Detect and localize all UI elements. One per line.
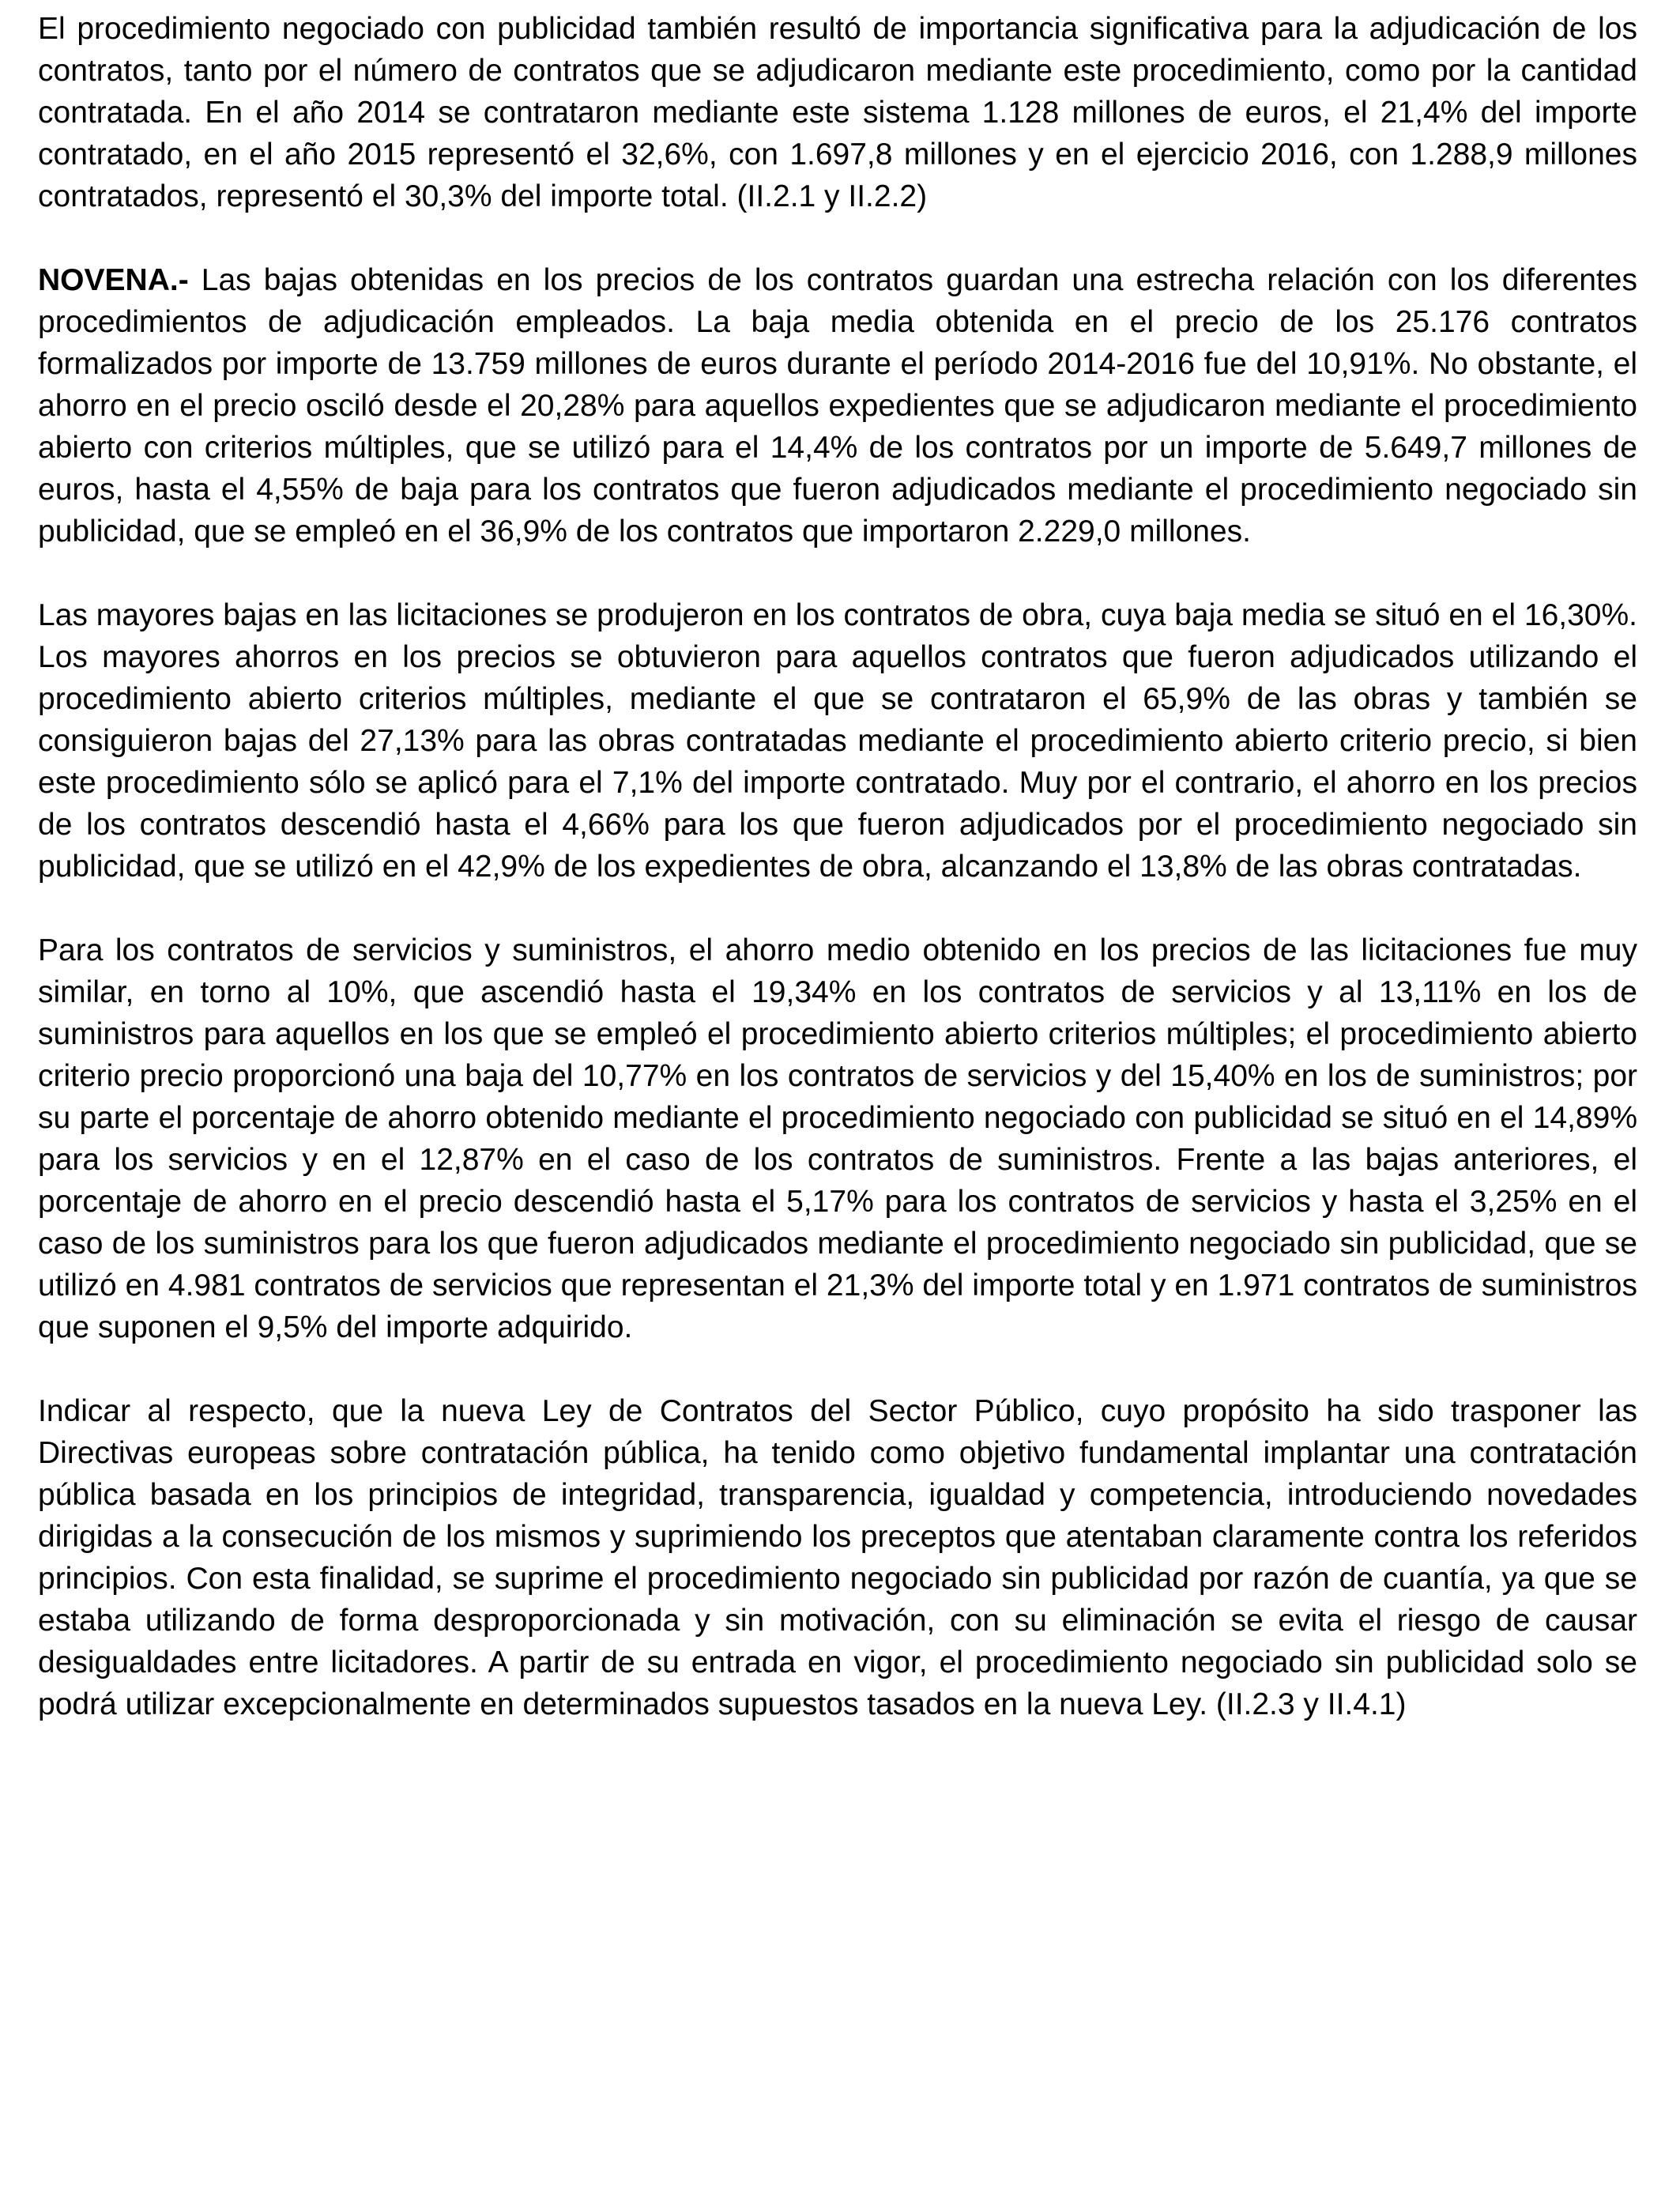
paragraph-text: El procedimiento negociado con publicidad también resultó de importancia significativa para la adjudicación de los contratos, tanto por el número de contratos que se adjudicaron mediante este procedimiento, como por la cantidad contratada. En el año 2014 se contrataron mediante este sistema 1.128 millones de euros, el 21,4% del importe contratado, en el año 2015 representó el 32,6%, con 1.697,8 millones y en el ejercicio 2016, con 1.288,9 millones contratados, representó el 30,3% del importe total. (II.2.1 y II.2.2) [38,12,1637,213]
paragraph-novena [38,259,1637,552]
section-heading-novena: NOVENA.- [38,263,189,297]
paragraph-text: Para los contratos de servicios y suministros, el ahorro medio obtenido en los precios de las licitaciones fue muy similar, en torno al 10%, que ascendió hasta el 19,34% en los contratos de servicios y al 13,11% en los de suministros para aquellos en los que se empleó el procedimiento abierto criterios múltiples; el procedimiento abierto criterio precio proporcionó una baja del 10,77% en los contratos de servicios y del 15,40% en los de suministros; por su parte el porcentaje de ahorro obtenido mediante el procedimiento negociado con publicidad se situó en el 14,89% para los servicios y en el 12,87% en el caso de los contratos de suministros. Frente a las bajas anteriores, el porcentaje de ahorro en el precio descendió hasta el 5,17% para los contratos de servicios y hasta el 3,25% en el caso de los suministros para los que fueron adjudicados mediante el procedimiento negociado sin publicidad, que se utilizó en 4.981 contratos de servicios que representan el 21,3% del importe total y en 1.971 contratos de suministros que suponen el 9,5% del importe adquirido. [38,933,1637,1344]
paragraph-text: Las mayores bajas en las licitaciones se produjeron en los contratos de obra, cuya baja media se situó en el 16,30%. Los mayores ahorros en los precios se obtuvieron para aquellos contratos que fueron adjudicados utilizando el procedimiento abierto criterios múltiples, mediante el que se contrataron el 65,9% de las obras y también se consiguieron bajas del 27,13% para las obras contratadas mediante el procedimiento abierto criterio precio, si bien este procedimiento sólo se aplicó para el 7,1% del importe contratado. Muy por el contrario, el ahorro en los precios de los contratos descendió hasta el 4,66% para los que fueron adjudicados por el procedimiento negociado sin publicidad, que se utilizó en el 42,9% de los expedientes de obra, alcanzando el 13,8% de las obras contratadas. [38,598,1637,884]
paragraph-nueva-ley [38,1390,1637,1725]
document-page [38,8,1637,1725]
paragraph-text: Las bajas obtenidas en los precios de los contratos guardan una estrecha relación con los diferentes procedimientos de adjudicación empleados. La baja media obtenida en el precio de los 25.176 contratos formalizados por importe de 13.759 millones de euros durante el período 2014-2016 fue del 10,91%. No obstante, el ahorro en el precio osciló desde el 20,28% para aquellos expedientes que se adjudicaron mediante el procedimiento abierto con criterios múltiples, que se utilizó para el 14,4% de los contratos por un importe de 5.649,7 millones de euros, hasta el 4,55% de baja para los contratos que fueron adjudicados mediante el procedimiento negociado sin publicidad, que se empleó en el 36,9% de los contratos que importaron 2.229,0 millones. [38,263,1637,548]
paragraph-text: Indicar al respecto, que la nueva Ley de Contratos del Sector Público, cuyo propósito ha sido trasponer las Directivas europeas sobre contratación pública, ha tenido como objetivo fundamental implantar una contratación pública basada en los principios de integridad, transparencia, igualdad y competencia, introduciendo novedades dirigidas a la consecución de los mismos y suprimiendo los preceptos que atentaban claramente contra los referidos principios. Con esta finalidad, se suprime el procedimiento negociado sin publicidad por razón de cuantía, ya que se estaba utilizando de forma desproporcionada y sin motivación, con su eliminación se evita el riesgo de causar desigualdades entre licitadores. A partir de su entrada en vigor, el procedimiento negociado sin publicidad solo se podrá utilizar excepcionalmente en determinados supuestos tasados en la nueva Ley. (II.2.3 y II.4.1) [38,1394,1637,1721]
paragraph-procedimiento-negociado [38,8,1637,217]
paragraph-bajas-obra [38,594,1637,888]
paragraph-servicios-suministros [38,929,1637,1348]
